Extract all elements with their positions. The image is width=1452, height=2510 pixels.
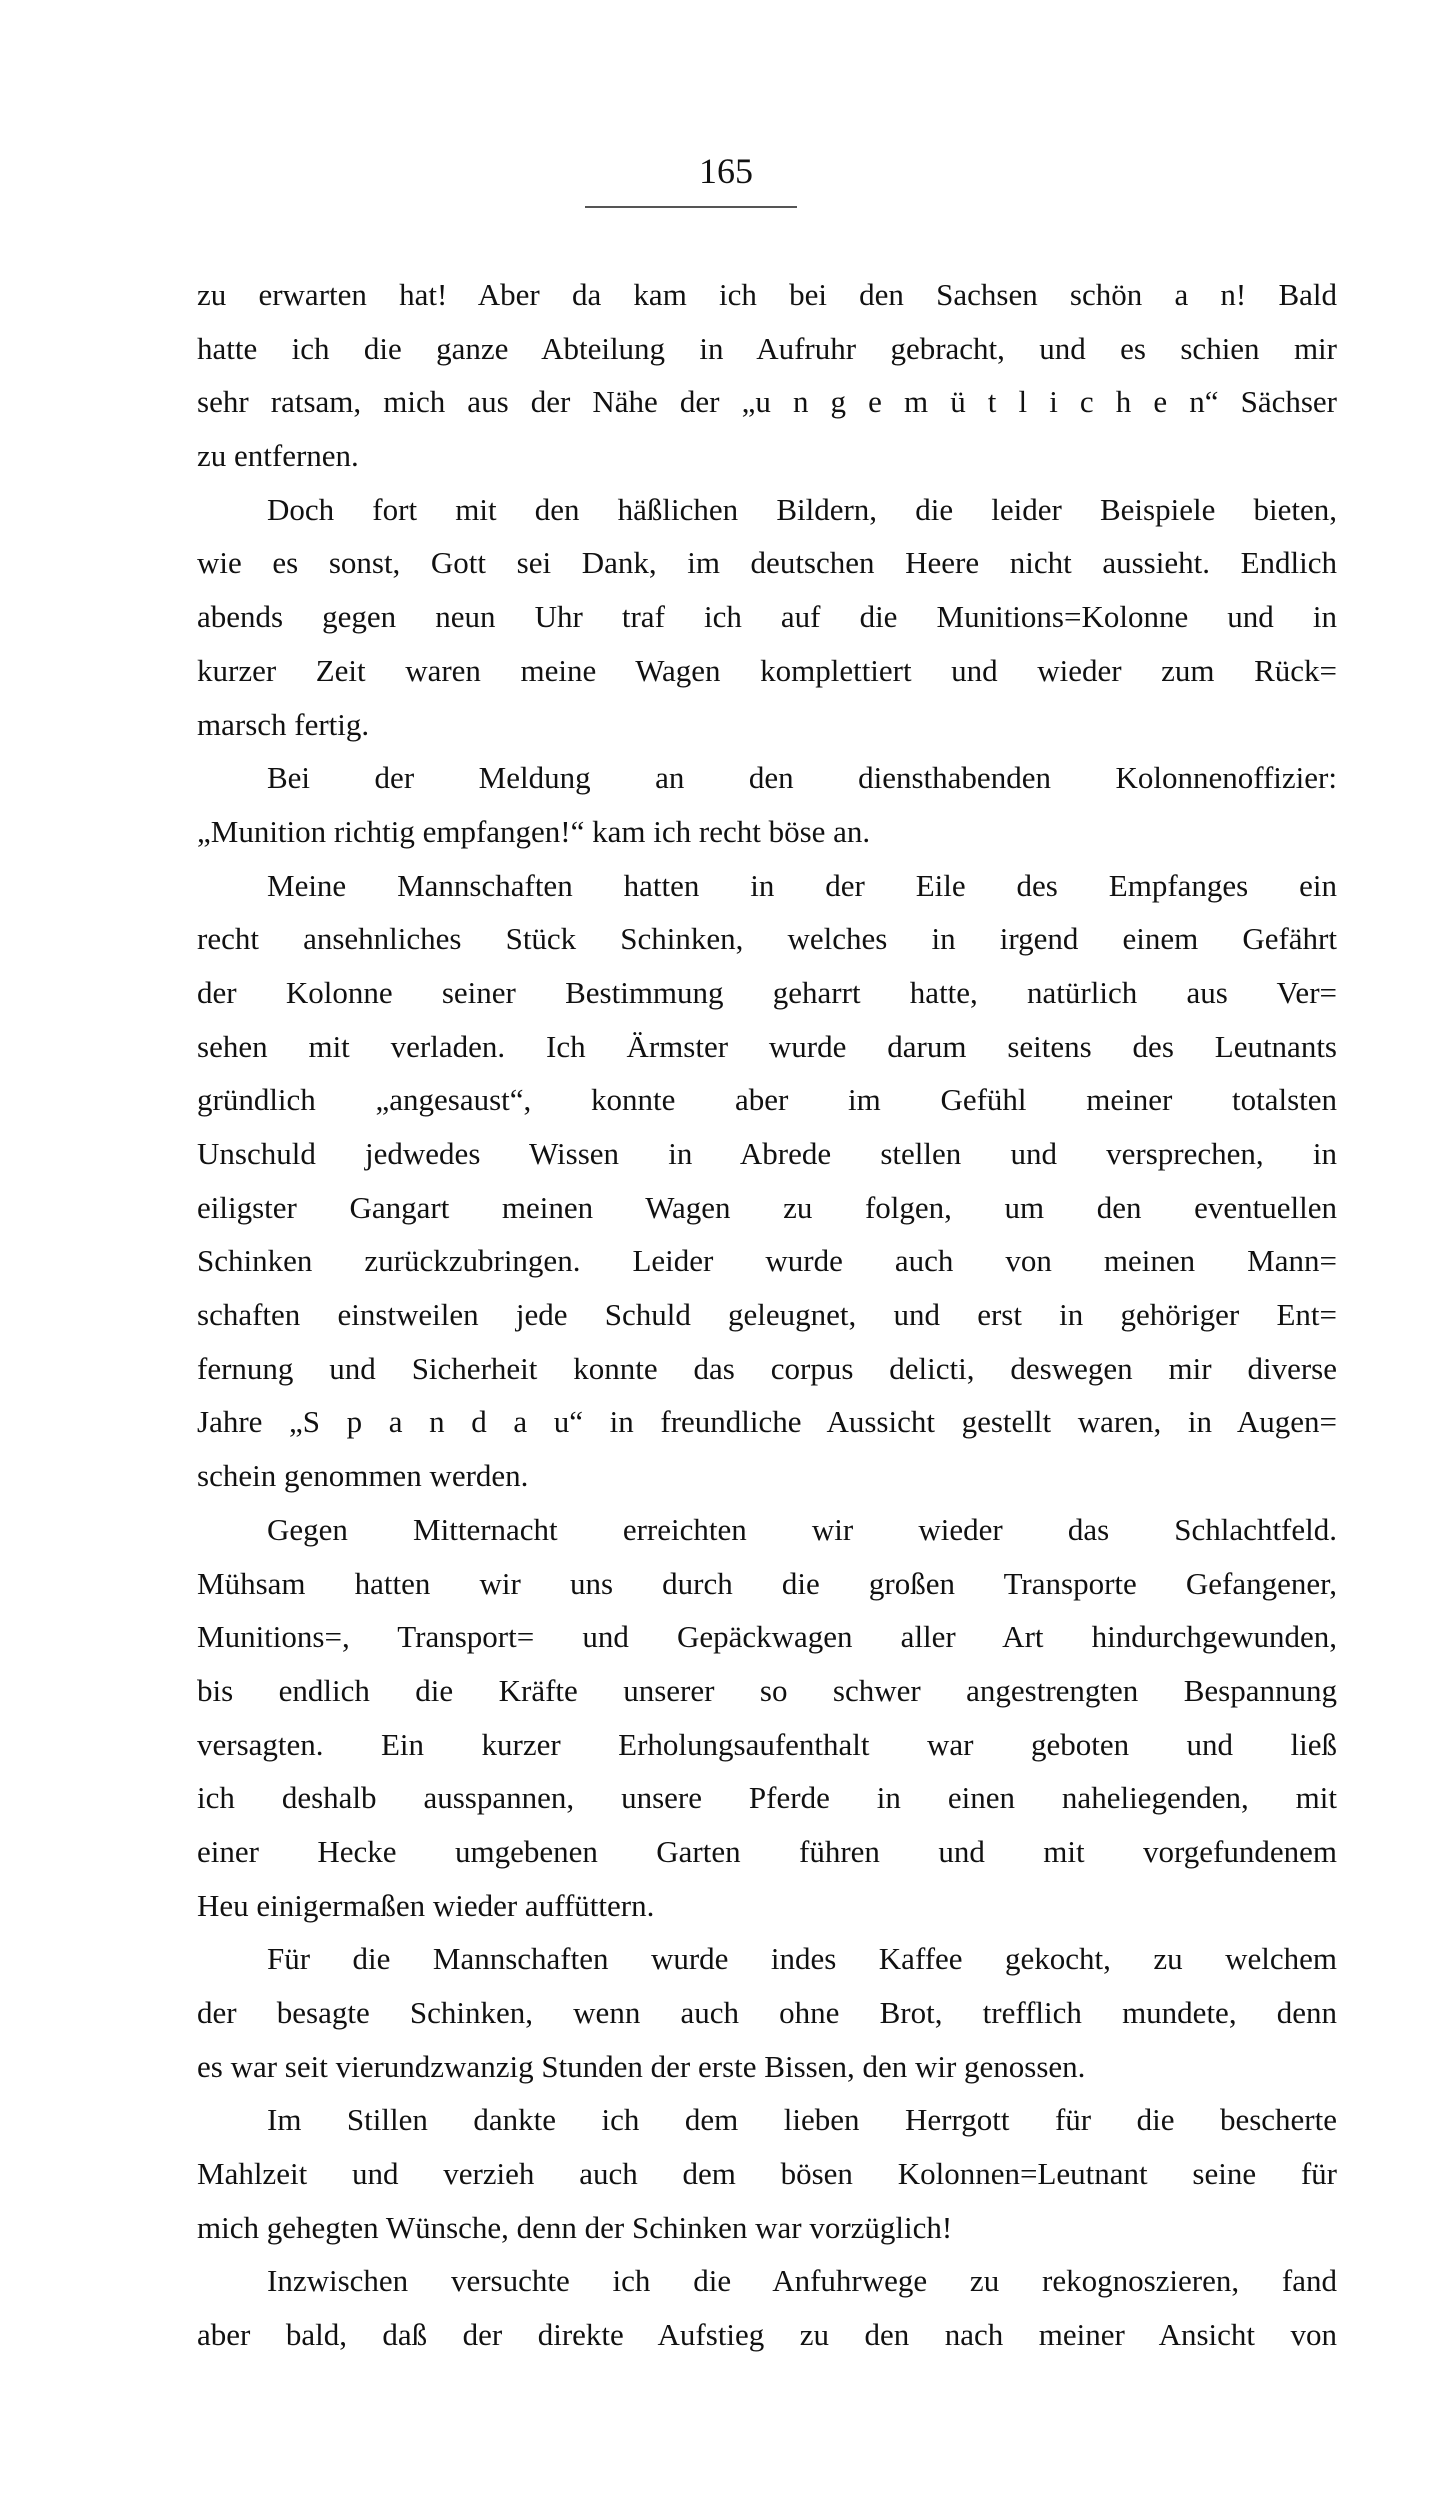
- text-line: gründlich „angesaust“, konnte aber im Gefühl meiner totalsten: [197, 1082, 1337, 1118]
- text-line: zu entfernen.: [197, 438, 359, 474]
- text-line: Doch fort mit den häßlichen Bildern, die leider Beispiele bieten,: [267, 491, 1337, 527]
- text-line: Jahre „S p a n d a u“ in freundliche Aussicht gestellt waren, in Augen=: [197, 1404, 1337, 1440]
- text-line: Mahlzeit und verzieh auch dem bösen Kolonnen=Leutnant seine für: [197, 2156, 1337, 2192]
- text-line: versagten. Ein kurzer Erholungsaufenthalt war geboten und ließ: [197, 1726, 1337, 1762]
- text-line: marsch fertig.: [197, 706, 370, 742]
- body-text: [197, 268, 1337, 2362]
- text-line: Unschuld jedwedes Wissen in Abrede stellen und versprechen, in: [197, 1136, 1337, 1171]
- text-line: hatte ich die ganze Abteilung in Aufruhr gebracht, und es schien mir: [197, 330, 1337, 366]
- text-line: „Munition richtig empfangen!“ kam ich recht böse an.: [197, 813, 871, 849]
- paragraph: [197, 2093, 1337, 2254]
- text-line: Meine Mannschaften hatten in der Eile des Empfanges ein: [267, 867, 1337, 903]
- paragraph: [197, 1503, 1337, 1933]
- text-line: Mühsam hatten wir uns durch die großen Transporte Gefangener,: [197, 1565, 1337, 1601]
- text-line: Inzwischen versuchte ich die Anfuhrwege zu rekognoszieren, fand: [267, 2263, 1337, 2299]
- text-line: schaften einstweilen jede Schuld geleugnet, und erst in gehöriger Ent=: [197, 1297, 1337, 1333]
- text-line: bis endlich die Kräfte unserer so schwer angestrengten Bespannung: [197, 1672, 1337, 1708]
- header-rule: [585, 206, 797, 208]
- text-line: Heu einigermaßen wieder auffüttern.: [197, 1887, 655, 1923]
- text-line: wie es sonst, Gott sei Dank, im deutschen Heere nicht aussieht. Endlich: [197, 545, 1337, 581]
- text-line: Bei der Meldung an den diensthabenden Kolonnenoffizier:: [267, 760, 1337, 796]
- text-line: zu erwarten hat! Aber da kam ich bei den Sachsen schön a n! Bald: [197, 277, 1337, 312]
- text-line: schein genommen werden.: [197, 1458, 529, 1494]
- paragraph: [197, 859, 1337, 1503]
- text-line: ich deshalb ausspannen, unsere Pferde in einen naheliegenden, mit: [197, 1780, 1337, 1816]
- paragraph: [197, 268, 1337, 483]
- text-line: Für die Mannschaften wurde indes Kaffee gekocht, zu welchem: [267, 1941, 1337, 1977]
- text-line: Im Stillen dankte ich dem lieben Herrgott für die bescherte: [267, 2102, 1337, 2138]
- text-line: fernung und Sicherheit konnte das corpus delicti, deswegen mir diverse: [197, 1350, 1337, 1386]
- text-line: Gegen Mitternacht erreichten wir wieder das Schlachtfeld.: [267, 1511, 1337, 1547]
- paragraph: [197, 751, 1337, 858]
- page-number: 165: [699, 151, 753, 191]
- text-line: sehen mit verladen. Ich Ärmster wurde darum seitens des Leutnants: [197, 1028, 1337, 1064]
- paragraph: [197, 1932, 1337, 2093]
- text-line: recht ansehnliches Stück Schinken, welches in irgend einem Gefährt: [197, 921, 1337, 957]
- text-line: sehr ratsam, mich aus der Nähe der „u n g e m ü t l i c h e n“ Sächser: [197, 384, 1337, 420]
- text-line: mich gehegten Wünsche, denn der Schinken war vorzüglich!: [197, 2209, 953, 2245]
- paragraph: [197, 483, 1337, 751]
- text-line: eiligster Gangart meinen Wagen zu folgen, um den eventuellen: [197, 1189, 1337, 1225]
- text-line: es war seit vierundzwanzig Stunden der erste Bissen, den wir genossen.: [197, 2048, 1086, 2084]
- text-line: Munitions=, Transport= und Gepäckwagen aller Art hindurchgewunden,: [197, 1619, 1337, 1655]
- paragraph: [197, 2254, 1337, 2361]
- text-line: einer Hecke umgebenen Garten führen und mit vorgefundenem: [197, 1833, 1337, 1869]
- text-line: der besagte Schinken, wenn auch ohne Brot, trefflich mundete, denn: [197, 1995, 1337, 2030]
- text-line: kurzer Zeit waren meine Wagen komplettiert und wieder zum Rück=: [197, 652, 1337, 688]
- text-line: abends gegen neun Uhr traf ich auf die Munitions=Kolonne und in: [197, 599, 1337, 635]
- text-line: der Kolonne seiner Bestimmung geharrt hatte, natürlich aus Ver=: [197, 974, 1337, 1010]
- text-line: aber bald, daß der direkte Aufstieg zu den nach meiner Ansicht von: [197, 2317, 1337, 2353]
- text-line: Schinken zurückzubringen. Leider wurde auch von meinen Mann=: [197, 1243, 1337, 1279]
